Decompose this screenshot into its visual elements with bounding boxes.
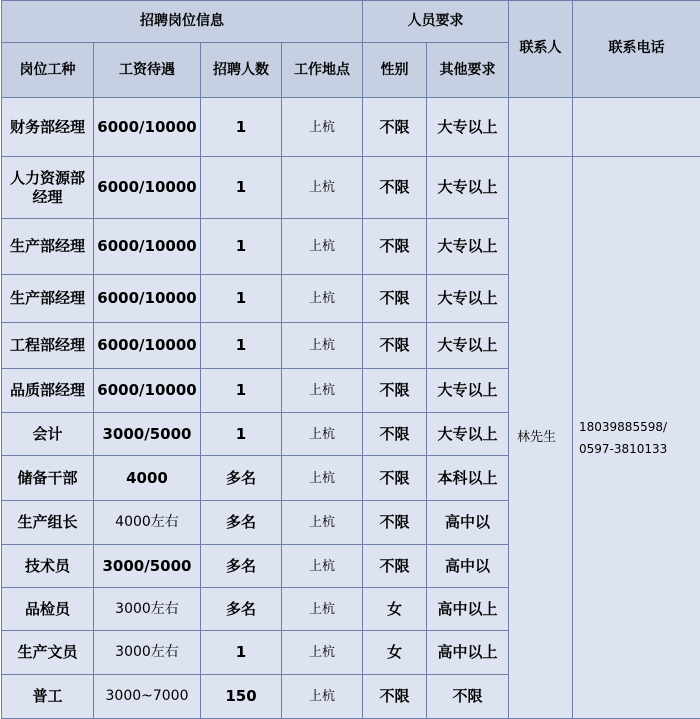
cell-sex: 不限 [363, 219, 427, 275]
cell-requirement: 大专以上 [427, 157, 509, 219]
cell-job: 生产组长 [2, 501, 94, 545]
cell-count: 150 [201, 675, 282, 719]
cell-location: 上杭 [282, 369, 363, 413]
cell-requirement: 大专以上 [427, 413, 509, 456]
cell-count: 1 [201, 323, 282, 369]
cell-sex: 不限 [363, 413, 427, 456]
cell-sex: 女 [363, 588, 427, 631]
cell-sex: 不限 [363, 545, 427, 588]
cell-job: 会计 [2, 413, 94, 456]
cell-salary: 3000/5000 [94, 545, 201, 588]
cell-requirement: 大专以上 [427, 323, 509, 369]
cell-salary: 6000/10000 [94, 275, 201, 323]
cell-location: 上杭 [282, 219, 363, 275]
cell-job: 人力资源部经理 [2, 157, 94, 219]
cell-salary: 3000左右 [94, 631, 201, 675]
cell-job: 财务部经理 [2, 98, 94, 157]
phone-empty-cell [573, 98, 700, 157]
contact-phone-landline: 0597-3810133 [579, 438, 697, 460]
cell-location: 上杭 [282, 456, 363, 501]
cell-sex: 不限 [363, 456, 427, 501]
cell-count: 1 [201, 369, 282, 413]
cell-job: 储备干部 [2, 456, 94, 501]
cell-salary: 6000/10000 [94, 219, 201, 275]
cell-requirement: 本科以上 [427, 456, 509, 501]
cell-sex: 女 [363, 631, 427, 675]
contact-phone [573, 157, 700, 719]
cell-count: 1 [201, 413, 282, 456]
cell-sex: 不限 [363, 157, 427, 219]
cell-salary: 3000~7000 [94, 675, 201, 719]
cell-requirement: 大专以上 [427, 369, 509, 413]
cell-job: 生产文员 [2, 631, 94, 675]
header-job-info: 招聘岗位信息 [2, 1, 363, 43]
cell-job: 生产部经理 [2, 275, 94, 323]
header-phone: 联系电话 [573, 1, 700, 98]
cell-location: 上杭 [282, 98, 363, 157]
cell-job: 品质部经理 [2, 369, 94, 413]
cell-count: 1 [201, 275, 282, 323]
cell-location: 上杭 [282, 275, 363, 323]
cell-job: 技术员 [2, 545, 94, 588]
cell-sex: 不限 [363, 98, 427, 157]
contact-person: 林先生 [509, 157, 573, 719]
col-header-salary: 工资待遇 [94, 43, 201, 98]
col-header-other: 其他要求 [427, 43, 509, 98]
cell-requirement: 高中以上 [427, 588, 509, 631]
header-row-group [2, 1, 700, 43]
cell-count: 1 [201, 219, 282, 275]
cell-count: 1 [201, 157, 282, 219]
cell-sex: 不限 [363, 275, 427, 323]
cell-location: 上杭 [282, 157, 363, 219]
col-header-count: 招聘人数 [201, 43, 282, 98]
cell-count: 1 [201, 631, 282, 675]
cell-count: 1 [201, 98, 282, 157]
cell-sex: 不限 [363, 501, 427, 545]
cell-requirement: 大专以上 [427, 98, 509, 157]
cell-requirement: 大专以上 [427, 275, 509, 323]
col-header-location: 工作地点 [282, 43, 363, 98]
cell-location: 上杭 [282, 323, 363, 369]
table-row [2, 157, 700, 219]
cell-location: 上杭 [282, 588, 363, 631]
table-row [2, 98, 700, 157]
cell-job: 工程部经理 [2, 323, 94, 369]
recruitment-table [1, 0, 700, 719]
cell-location: 上杭 [282, 501, 363, 545]
col-header-sex: 性别 [363, 43, 427, 98]
cell-sex: 不限 [363, 323, 427, 369]
cell-job: 普工 [2, 675, 94, 719]
cell-sex: 不限 [363, 369, 427, 413]
cell-count: 多名 [201, 456, 282, 501]
cell-count: 多名 [201, 588, 282, 631]
cell-salary: 6000/10000 [94, 98, 201, 157]
cell-location: 上杭 [282, 675, 363, 719]
cell-requirement: 不限 [427, 675, 509, 719]
cell-salary: 4000 [94, 456, 201, 501]
cell-count: 多名 [201, 545, 282, 588]
cell-salary: 6000/10000 [94, 157, 201, 219]
cell-salary: 3000左右 [94, 588, 201, 631]
cell-salary: 4000左右 [94, 501, 201, 545]
cell-location: 上杭 [282, 631, 363, 675]
cell-location: 上杭 [282, 545, 363, 588]
cell-count: 多名 [201, 501, 282, 545]
cell-requirement: 高中以上 [427, 631, 509, 675]
col-header-job: 岗位工种 [2, 43, 94, 98]
cell-job: 生产部经理 [2, 219, 94, 275]
cell-salary: 6000/10000 [94, 369, 201, 413]
header-contact: 联系人 [509, 1, 573, 98]
cell-location: 上杭 [282, 413, 363, 456]
header-staff-requirements: 人员要求 [363, 1, 509, 43]
cell-requirement: 高中以 [427, 501, 509, 545]
cell-requirement: 高中以 [427, 545, 509, 588]
contact-empty-cell [509, 98, 573, 157]
cell-salary: 3000/5000 [94, 413, 201, 456]
contact-phone-mobile: 18039885598/ [579, 416, 697, 438]
cell-salary: 6000/10000 [94, 323, 201, 369]
cell-sex: 不限 [363, 675, 427, 719]
cell-requirement: 大专以上 [427, 219, 509, 275]
cell-job: 品检员 [2, 588, 94, 631]
